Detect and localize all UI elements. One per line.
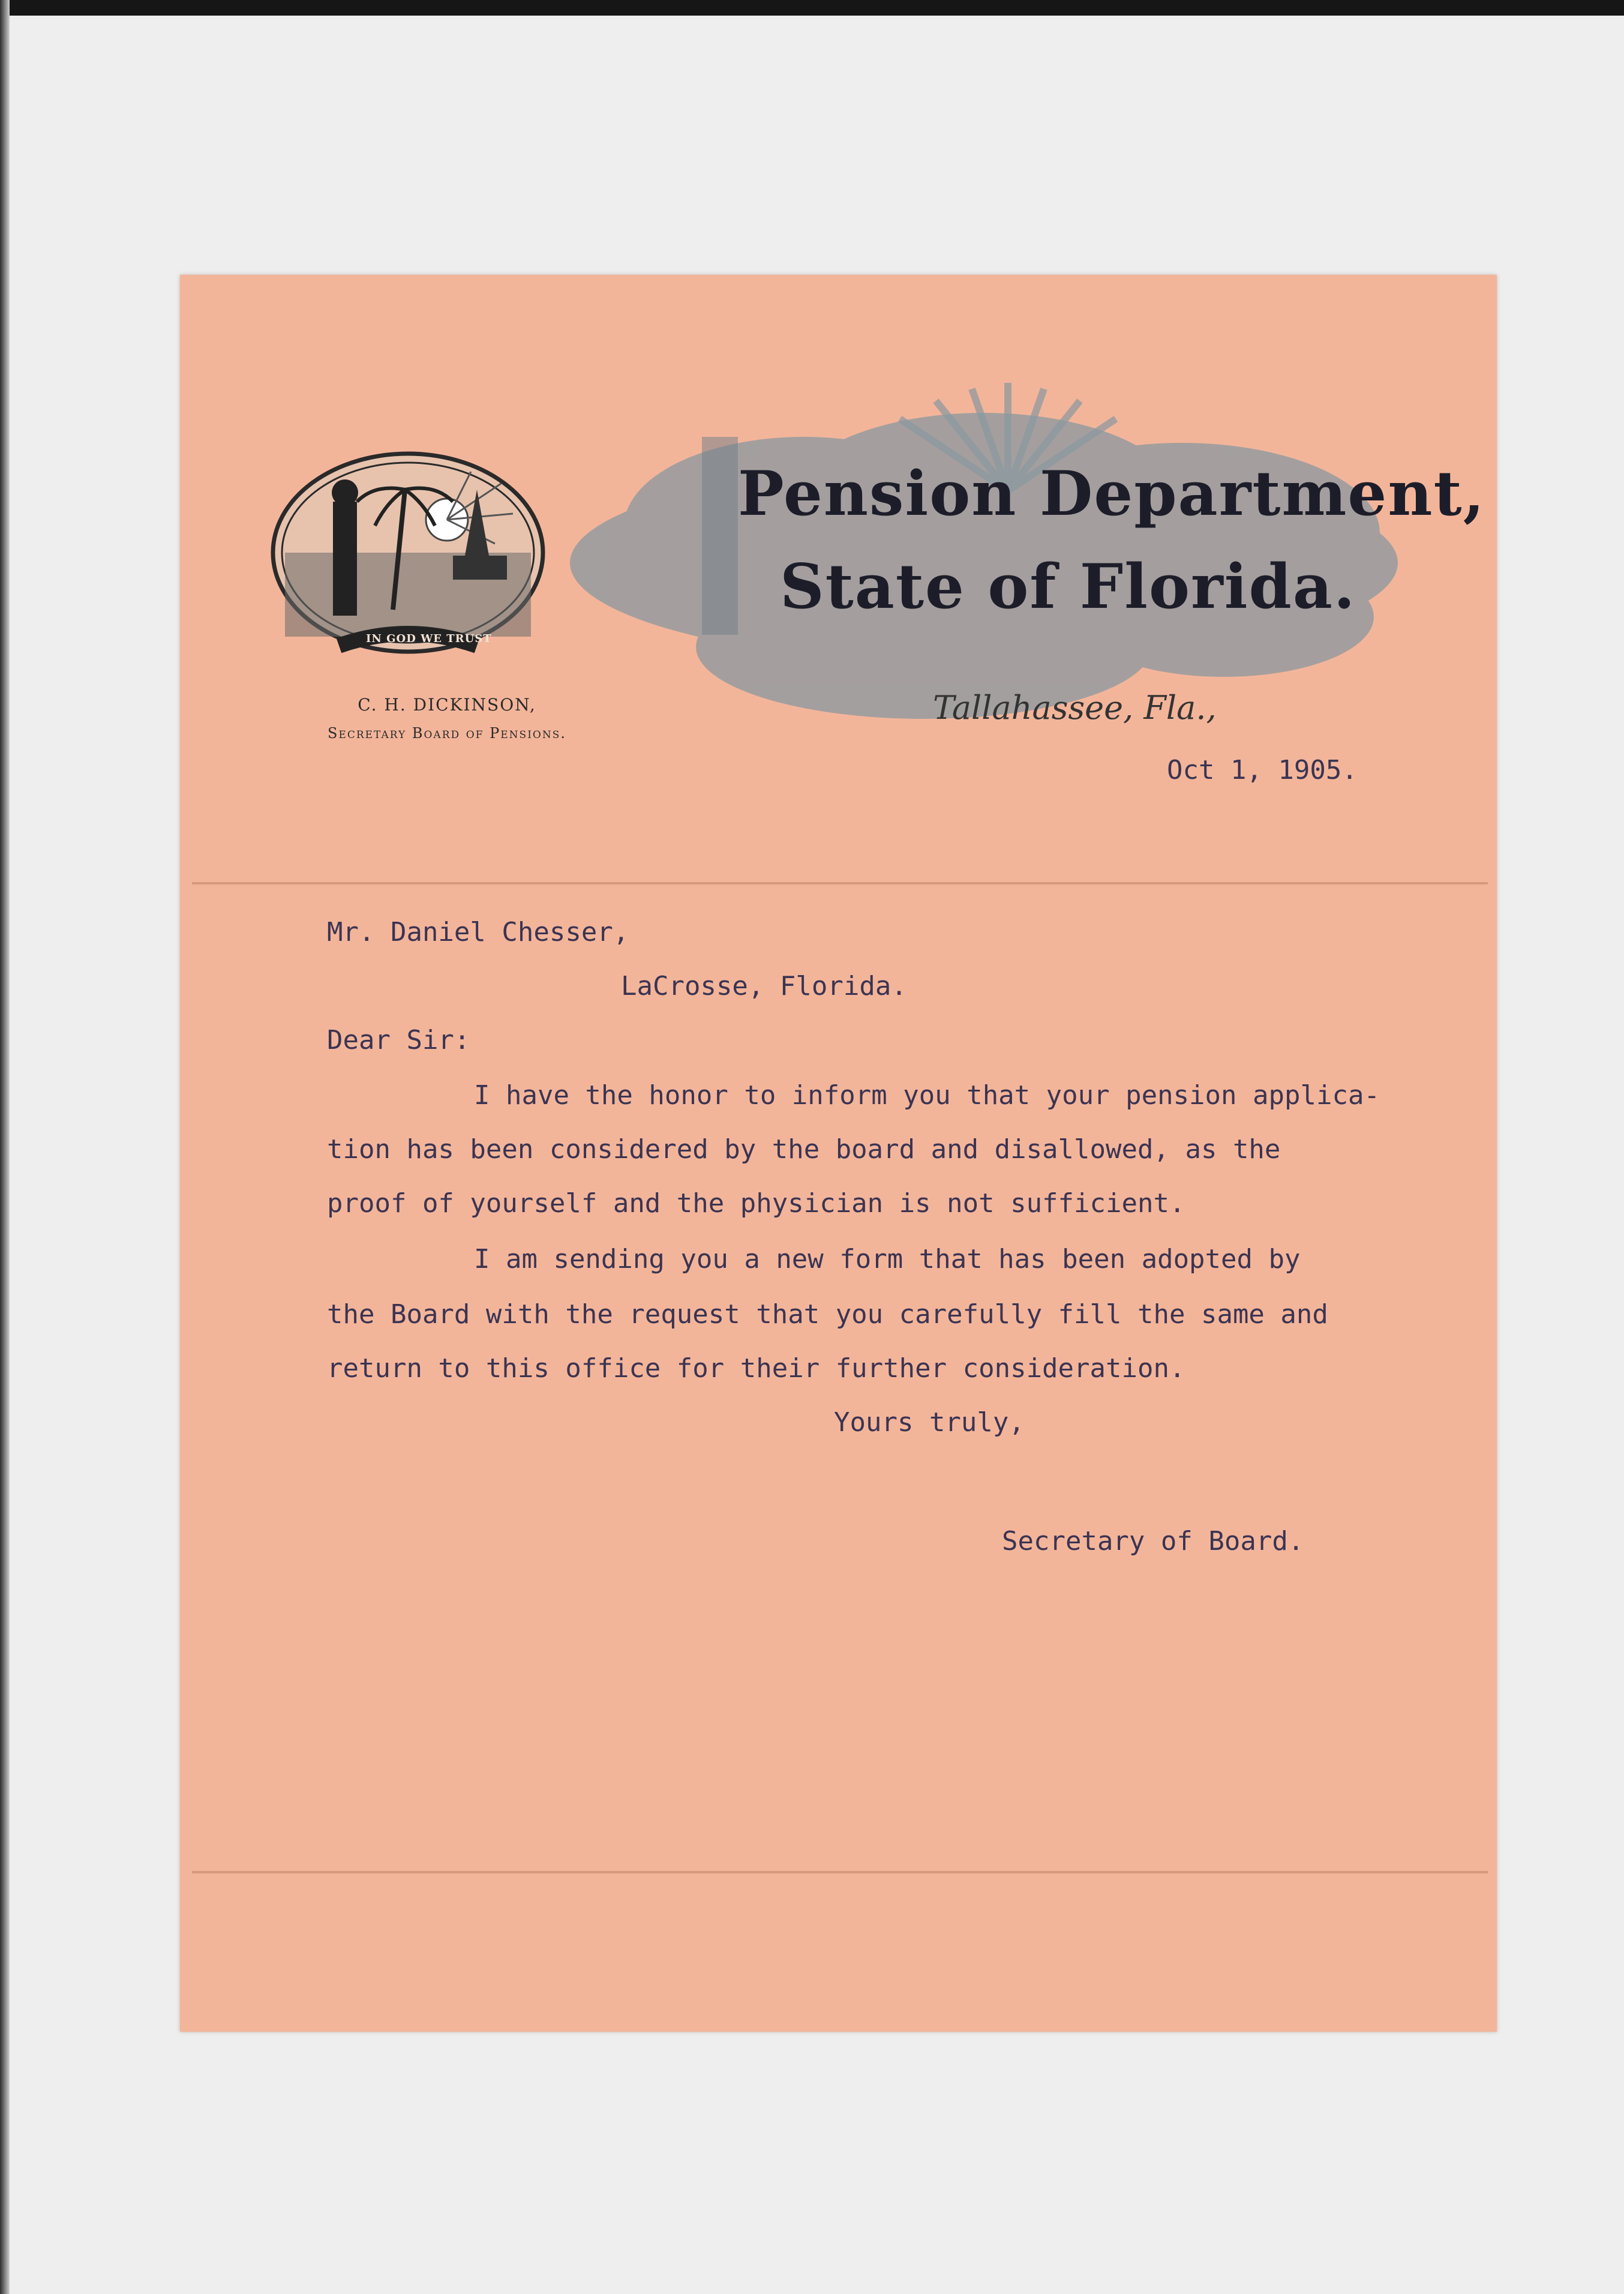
- body-line: the Board with the request that you carefully fill the same and: [327, 1299, 1328, 1330]
- letterhead-city: Tallahassee, Fla.,: [933, 689, 1217, 727]
- letter-date: Oct 1, 1905.: [1167, 755, 1358, 785]
- fold-crease: [192, 1871, 1488, 1873]
- body-line: I have the honor to inform you that your pension applica-: [474, 1080, 1380, 1111]
- body-line: proof of yourself and the physician is not sufficient.: [327, 1188, 1185, 1219]
- closing: Yours truly,: [834, 1407, 1025, 1438]
- seal-motto: IN GOD WE TRUST: [366, 632, 492, 645]
- secretary-name: C. H. DICKINSON,: [358, 695, 536, 715]
- scanner-left-edge: [0, 0, 10, 2294]
- salutation: Dear Sir:: [327, 1025, 470, 1055]
- body-line: tion has been considered by the board and disallowed, as the: [327, 1134, 1281, 1165]
- florida-seal: [267, 448, 549, 658]
- letterhead-title-line1: Pension Department,: [738, 458, 1486, 530]
- scanner-top-edge: [0, 0, 1624, 16]
- secretary-title: Secretary Board of Pensions.: [327, 725, 567, 742]
- fold-crease: [192, 882, 1488, 884]
- recipient-name: Mr. Daniel Chesser,: [327, 917, 629, 947]
- letterhead-title-line2: State of Florida.: [780, 551, 1356, 623]
- body-line: return to this office for their further consideration.: [327, 1353, 1185, 1384]
- letter-sheet: [180, 275, 1497, 2032]
- recipient-place: LaCrosse, Florida.: [621, 971, 907, 1001]
- body-line: I am sending you a new form that has been adopted by: [474, 1244, 1301, 1275]
- signature-line: Secretary of Board.: [1002, 1526, 1304, 1557]
